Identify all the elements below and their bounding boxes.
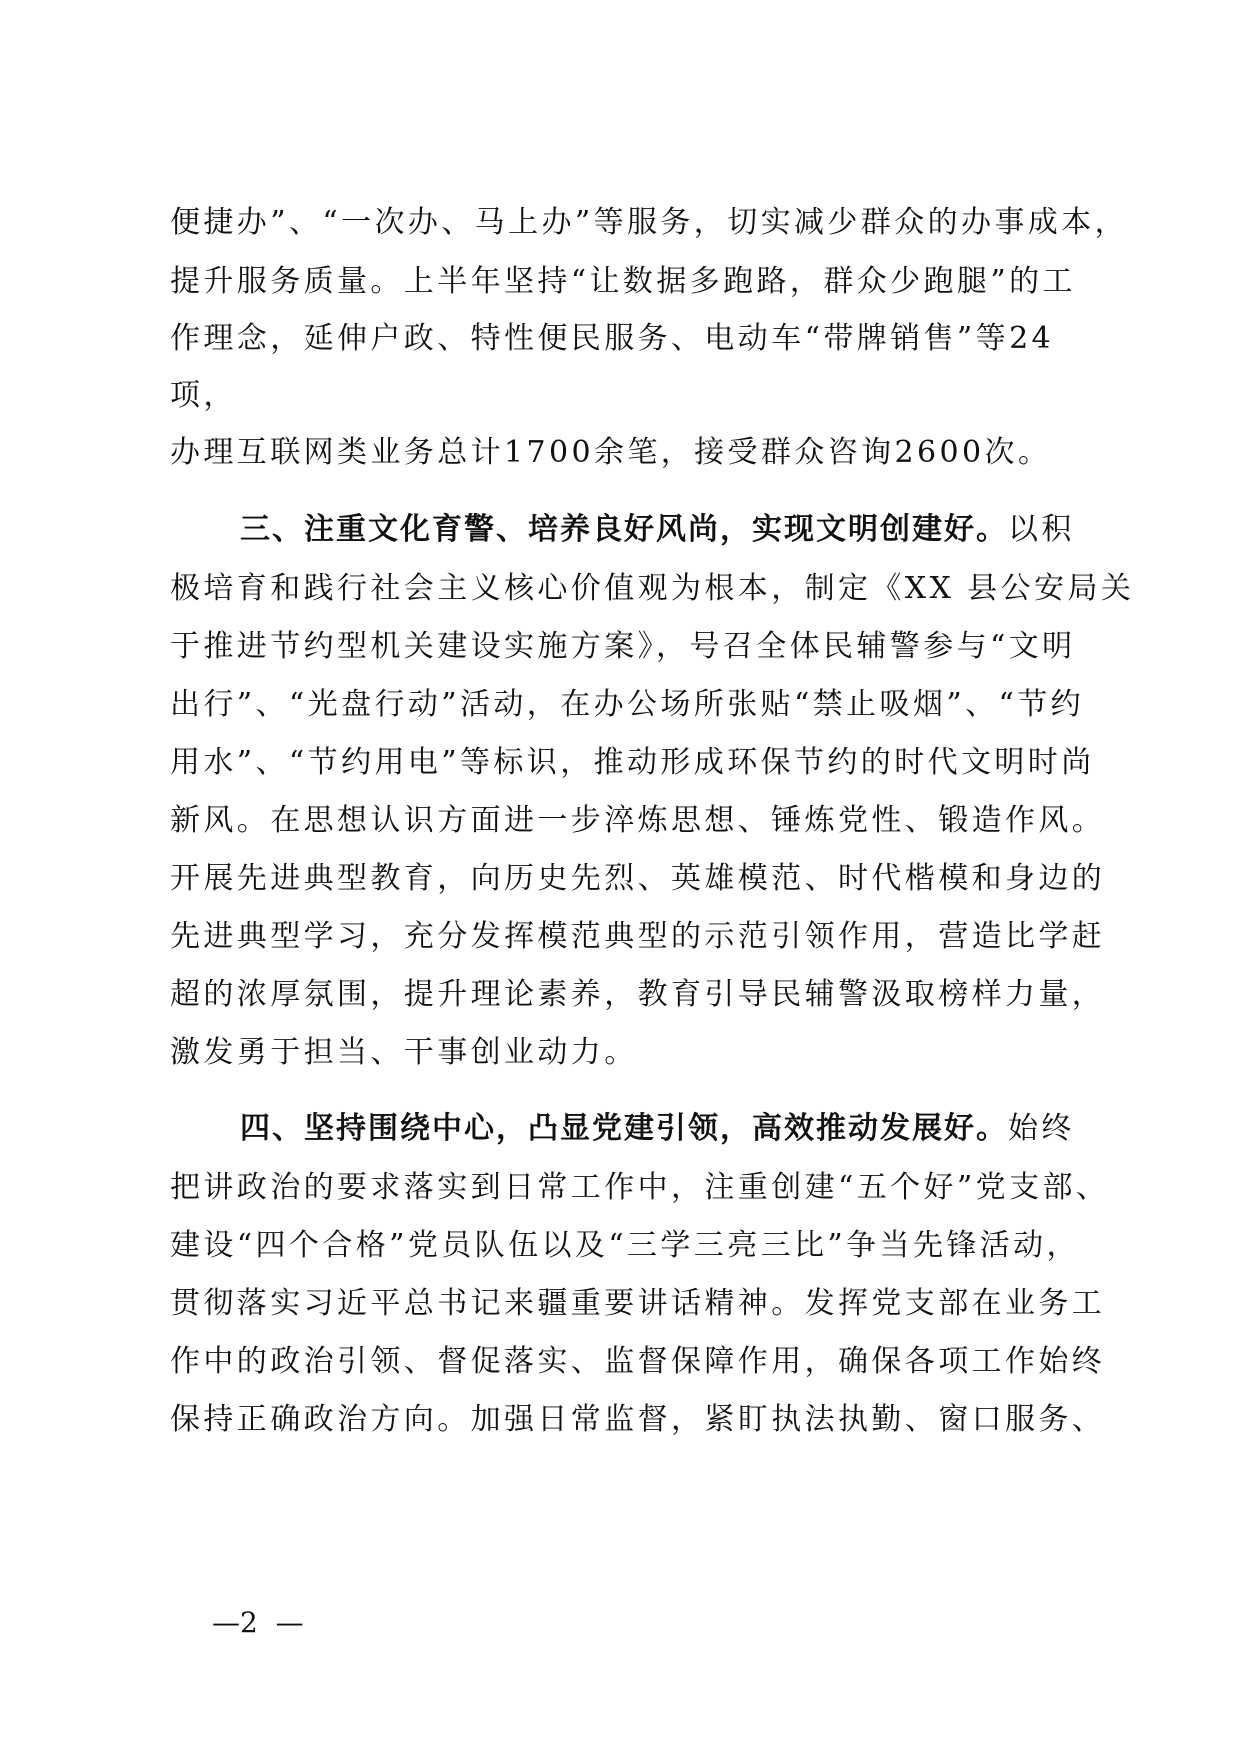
paragraph-line: 办理互联网类业务总计1700余笔，接受群众咨询2600次。: [170, 435, 1052, 470]
paragraph-line: 开展先进典型教育，向历史先烈、英雄模范、时代楷模和身边的: [170, 861, 1106, 896]
section-3-heading: 三、注重文化育警、培养良好风尚，实现文明创建好。: [240, 512, 1008, 547]
paragraph-line: 超的浓厚氛围，提升理论素养，教育引导民辅警汲取榜样力量，: [170, 977, 1106, 1012]
section-3-first-line: [240, 510, 1090, 550]
paragraph-line: 建设“四个合格”党员队伍以及“三学三亮三比”争当先锋活动，: [170, 1228, 1080, 1263]
paragraph-line: 于推进节约型机关建设实施方案》，号召全体民辅警参与“文明: [170, 629, 1076, 664]
section-3-first-line-rest: 以积: [1008, 512, 1075, 547]
paragraph-line: 保持正确政治方向。加强日常监督，紧盯执法执勤、窗口服务、: [170, 1402, 1106, 1437]
section-4-heading: 四、坚持围绕中心，凸显党建引领，高效推动发展好。: [240, 1111, 1008, 1146]
paragraph-line: 出行”、“光盘行动”活动，在办公场所张贴“禁止吸烟”、“节约: [170, 687, 1085, 722]
paragraph-line: 提升服务质量。上半年坚持“让数据多跑路，群众少跑腿”的工: [170, 264, 1076, 299]
paragraph-line: 先进典型学习，充分发挥模范典型的示范引领作用，营造比学赶: [170, 919, 1106, 954]
paragraph-line: 作中的政治引领、督促落实、监督保障作用，确保各项工作始终: [170, 1344, 1106, 1379]
paragraph-line: 激发勇于担当、干事创业动力。: [170, 1035, 638, 1070]
paragraph-line: 极培育和践行社会主义核心价值观为根本，制定《XX 县公安局关: [170, 571, 1135, 606]
section-4-first-line: [240, 1109, 1090, 1149]
paragraph-line: 项，: [170, 378, 237, 413]
section-4-first-line-rest: 始终: [1008, 1111, 1075, 1146]
paragraph-line: 便捷办”、“一次办、马上办”等服务，切实减少群众的办事成本，: [170, 205, 1129, 240]
paragraph-line: 新风。在思想认识方面进一步淬炼思想、锤炼党性、锻造作风。: [170, 803, 1106, 838]
paragraph-line: 把讲政治的要求落实到日常工作中，注重创建“五个好”党支部、: [170, 1170, 1110, 1205]
paragraph-line: 贯彻落实习近平总书记来疆重要讲话精神。发挥党支部在业务工: [170, 1286, 1106, 1321]
paragraph-line: 作理念，延伸户政、特性便民服务、电动车“带牌销售”等24: [170, 321, 1055, 356]
page-number: —2 —: [212, 1606, 304, 1639]
paragraph-line: 用水”、“节约用电”等标识，推动形成环保节约的时代文明时尚: [170, 745, 1095, 780]
